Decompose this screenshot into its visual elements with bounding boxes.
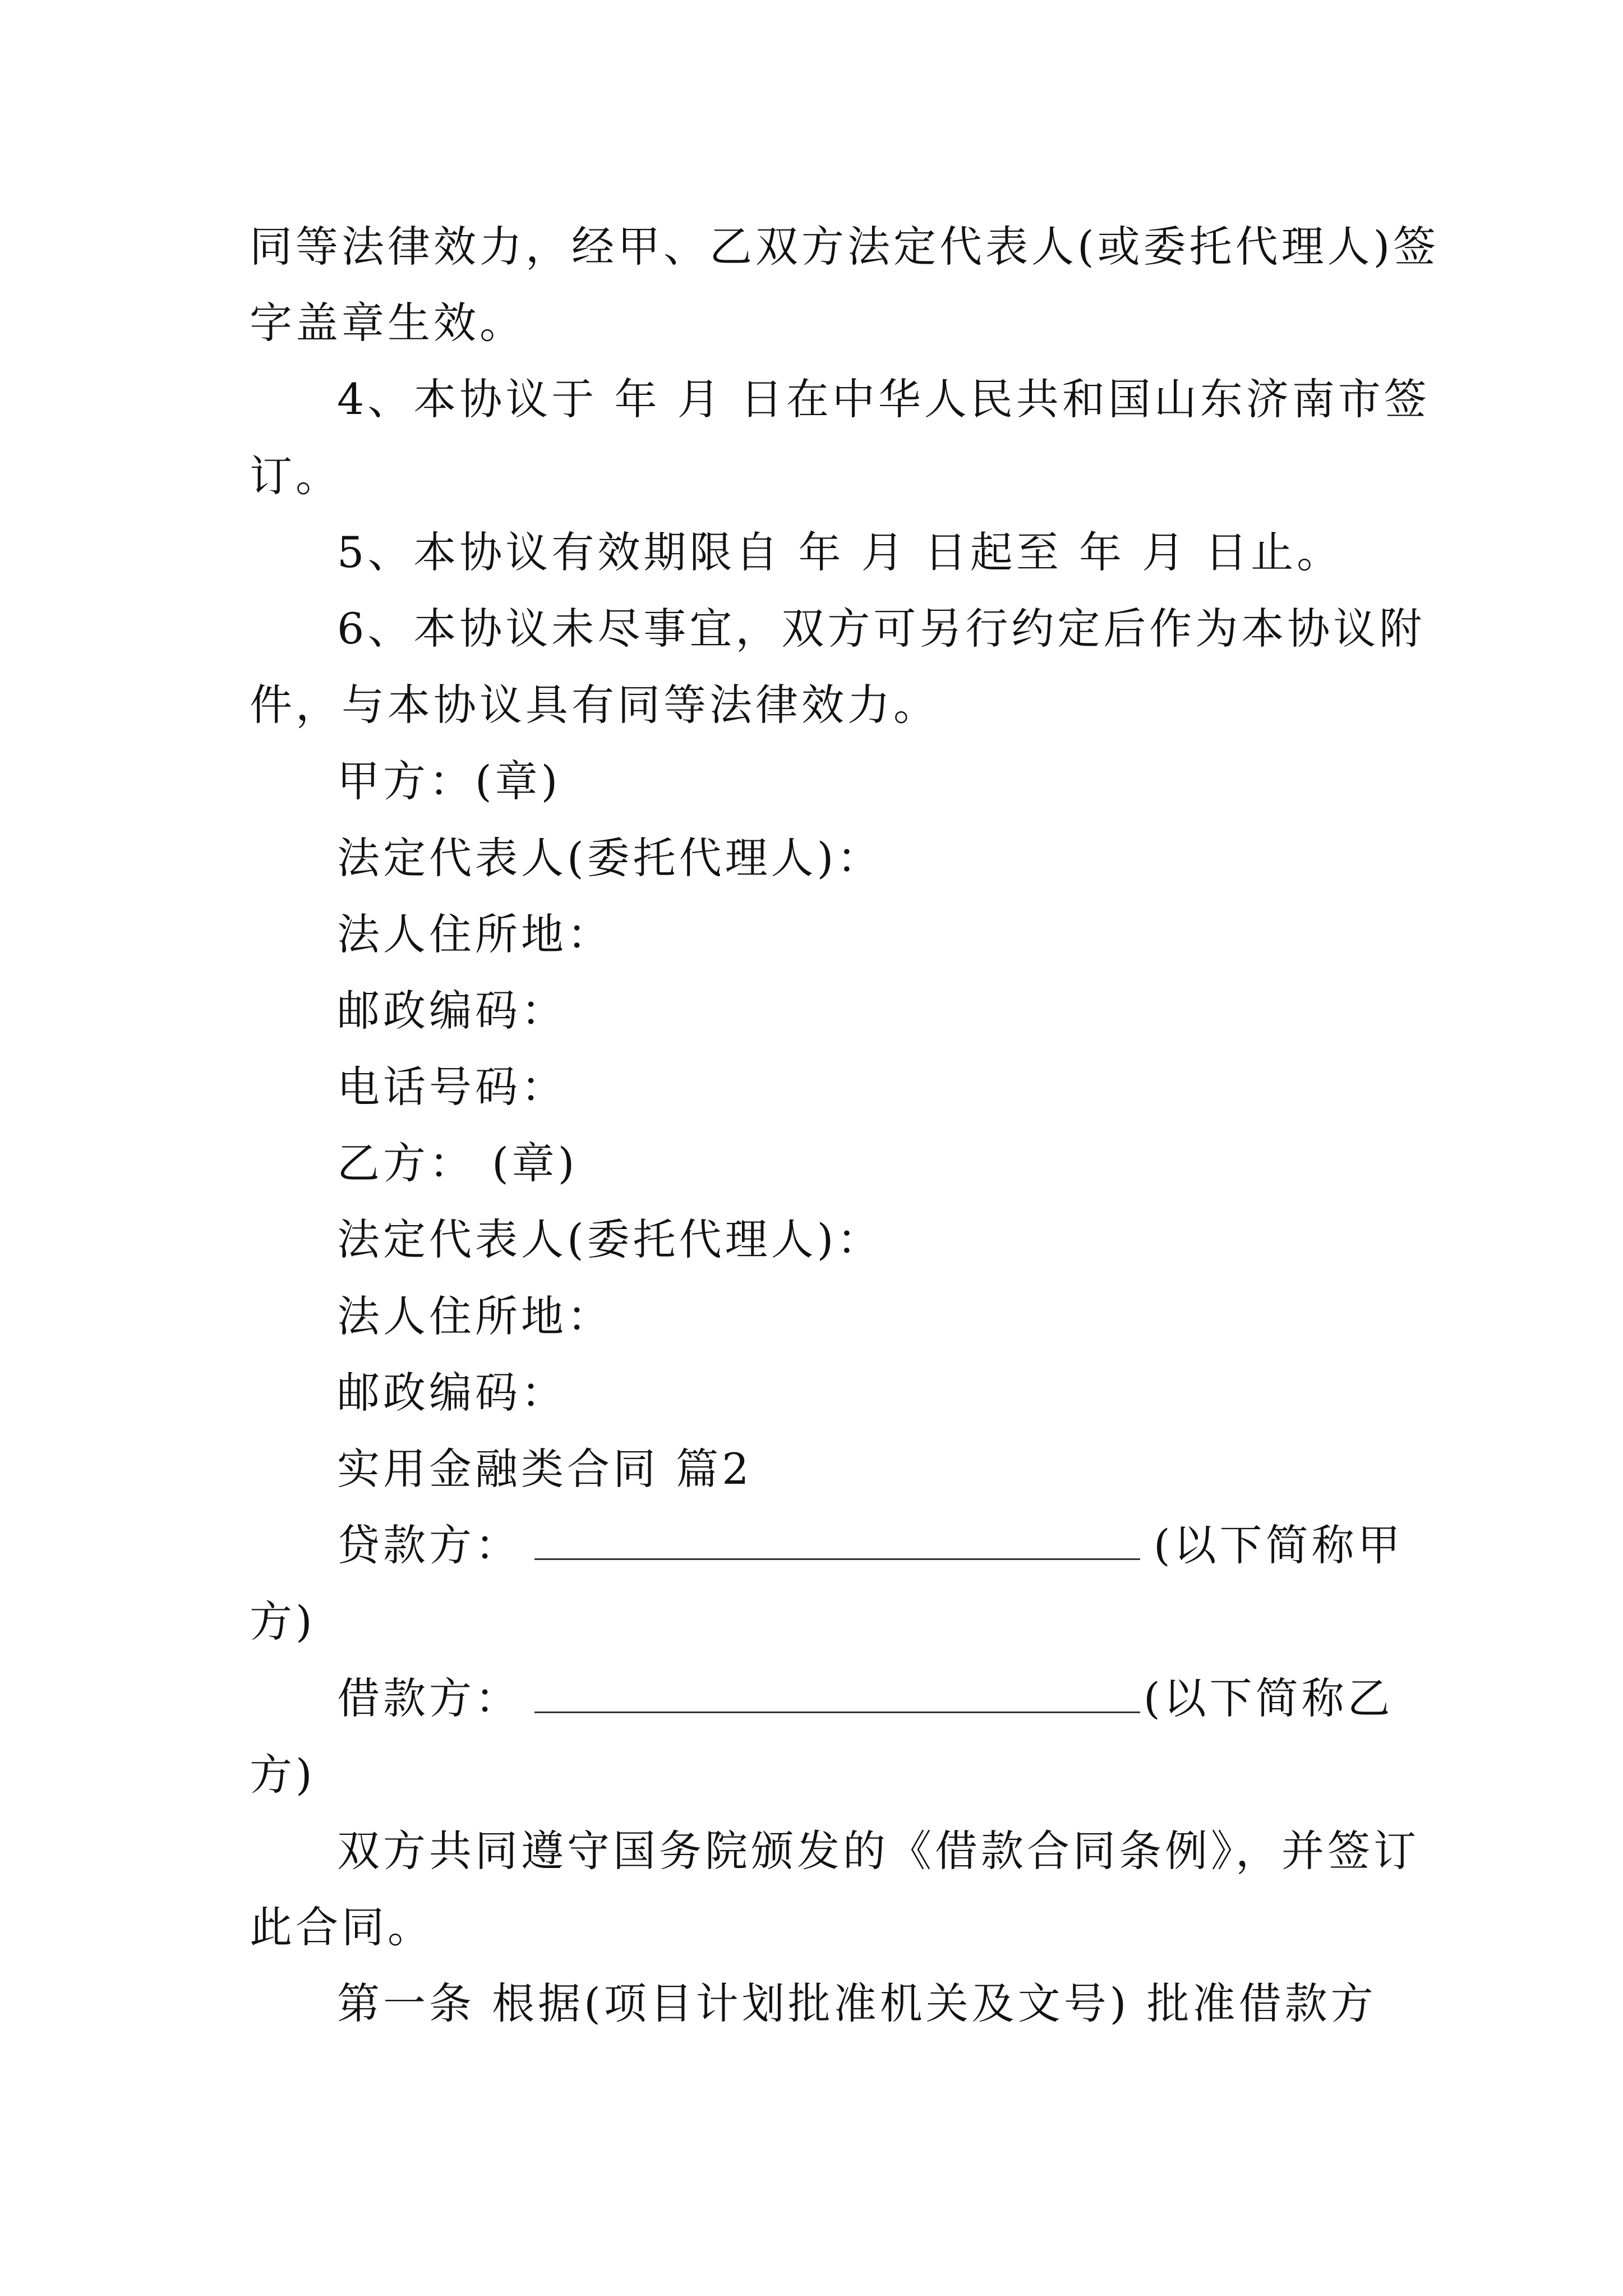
party-a-seal-line: 甲方：(章) bbox=[337, 756, 561, 807]
paragraph-line: 方) bbox=[250, 1749, 316, 1800]
paragraph-line: 字盖章生效。 bbox=[250, 298, 525, 348]
borrower-line bbox=[250, 1660, 1394, 1737]
paragraph-line: 双方共同遵守国务院颁发的《借款合同条例》，并签订 bbox=[337, 1825, 1419, 1876]
borrower-label: 借款方： bbox=[337, 1673, 521, 1723]
party-b-address-line: 法人住所地： bbox=[337, 1291, 613, 1341]
party-a-postcode-line: 邮政编码： bbox=[337, 985, 567, 1036]
party-b-seal-line: 乙方： (章) bbox=[337, 1138, 578, 1189]
paragraph-line: 此合同。 bbox=[250, 1902, 434, 1953]
section-heading: 实用金融类合同 篇2 bbox=[337, 1444, 753, 1494]
lender-label: 贷款方： bbox=[337, 1520, 521, 1571]
clause-6-line: 6、本协议未尽事宜，双方可另行约定后作为本协议附 bbox=[337, 603, 1426, 654]
borrower-suffix: (以下简称乙 bbox=[1144, 1673, 1394, 1723]
lender-blank bbox=[534, 1519, 1140, 1560]
party-b-postcode-line: 邮政编码： bbox=[337, 1367, 567, 1418]
borrower-blank bbox=[534, 1672, 1140, 1713]
paragraph-line: 订。 bbox=[250, 450, 342, 501]
clause-4-line: 4、本协议于 年 月 日在中华人民共和国山东济南市签 bbox=[337, 374, 1430, 425]
document-body bbox=[250, 209, 1440, 2042]
paragraph-line: 方) bbox=[250, 1596, 316, 1647]
article-1-line: 第一条 根据(项目计划批准机关及文号) 批准借款方 bbox=[337, 1978, 1377, 2029]
party-a-representative-line: 法定代表人(委托代理人)： bbox=[337, 832, 883, 883]
lender-suffix: (以下简称甲 bbox=[1154, 1520, 1404, 1571]
party-a-phone-line: 电话号码： bbox=[337, 1062, 567, 1112]
paragraph-line: 件，与本协议具有同等法律效力。 bbox=[250, 680, 939, 730]
party-b-representative-line: 法定代表人(委托代理人)： bbox=[337, 1214, 883, 1265]
clause-5-line: 5、本协议有效期限自 年 月 日起至 年 月 日止。 bbox=[337, 527, 1343, 577]
lender-line bbox=[250, 1507, 1404, 1584]
party-a-address-line: 法人住所地： bbox=[337, 909, 613, 959]
paragraph-line: 同等法律效力，经甲、乙双方法定代表人(或委托代理人)签 bbox=[250, 222, 1440, 272]
